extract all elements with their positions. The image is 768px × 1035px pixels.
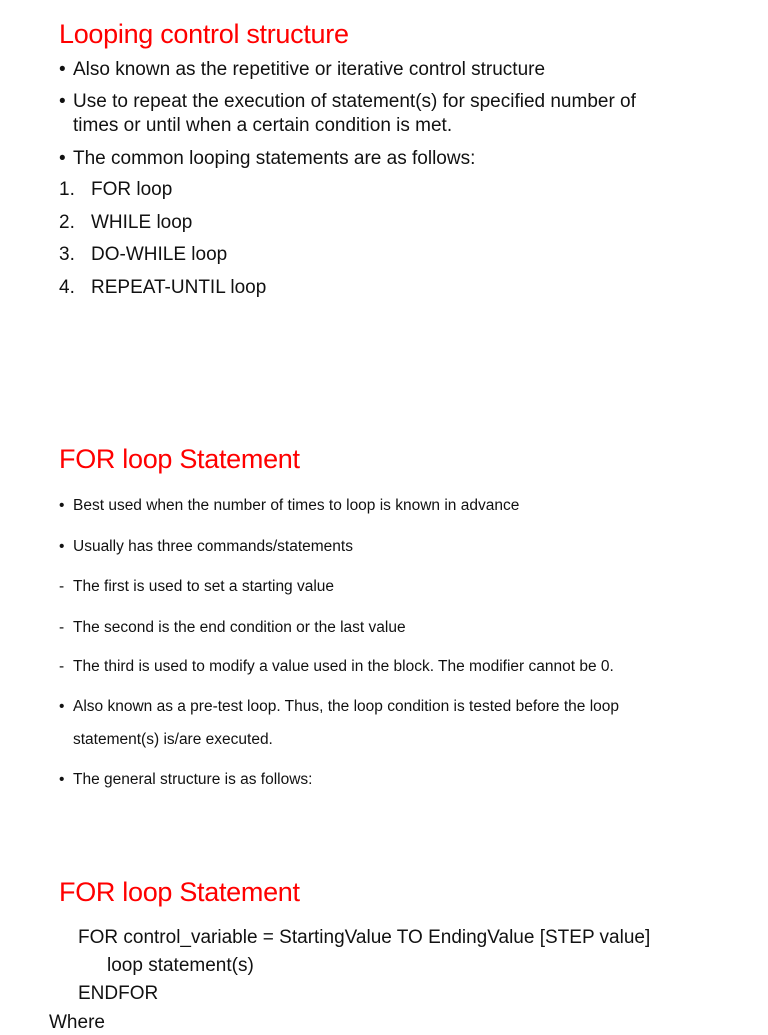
code-line-for: FOR control_variable = StartingValue TO EndingValue [STEP value] xyxy=(78,927,651,948)
list-item-text: REPEAT-UNTIL loop xyxy=(91,277,267,298)
slide1-title: Looping control structure xyxy=(59,19,349,49)
list-number: 2. xyxy=(59,212,75,233)
bullet-text: Use to repeat the execution of statement(s) for specified number of xyxy=(73,91,636,112)
slide2-title: FOR loop Statement xyxy=(59,444,300,474)
numbered-item-4 xyxy=(59,276,266,300)
item-text: Also known as a pre-test loop. Thus, the loop condition is tested before the loop xyxy=(73,698,619,715)
bullet-marker: • xyxy=(59,771,65,788)
bullet-marker: • xyxy=(59,59,66,80)
item-text: The second is the end condition or the last value xyxy=(73,619,406,636)
numbered-item-1 xyxy=(59,178,172,202)
list-number: 1. xyxy=(59,179,75,200)
slide1-bullet-3 xyxy=(59,147,475,171)
list-item-text: DO-WHILE loop xyxy=(91,244,228,265)
bullet-text-continuation: times or until when a certain condition is met. xyxy=(73,115,453,136)
list-number: 3. xyxy=(59,244,75,265)
code-line-endfor: ENDFOR xyxy=(78,983,159,1004)
bullet-marker: • xyxy=(59,538,65,555)
slide2-item-7 xyxy=(59,770,313,790)
numbered-item-3 xyxy=(59,243,227,267)
bullet-marker: • xyxy=(59,497,65,514)
slide3-title: FOR loop Statement xyxy=(59,877,300,907)
dash-marker: - xyxy=(59,658,65,675)
bullet-marker: • xyxy=(59,698,65,715)
item-text: Best used when the number of times to loop is known in advance xyxy=(73,497,520,514)
dash-marker: - xyxy=(59,578,65,595)
slide1-bullet-1 xyxy=(59,58,545,82)
code-line-body: loop statement(s) xyxy=(107,955,254,976)
item-text-continuation: statement(s) is/are executed. xyxy=(73,731,273,748)
slide1-bullet-2 xyxy=(59,90,636,138)
list-number: 4. xyxy=(59,277,75,298)
numbered-item-2 xyxy=(59,211,192,235)
item-text: The general structure is as follows: xyxy=(73,771,313,788)
slide2-item-2 xyxy=(59,537,353,557)
bullet-text: The common looping statements are as follows: xyxy=(73,148,476,169)
bullet-marker: • xyxy=(59,91,66,112)
slide2-item-5 xyxy=(59,657,614,677)
slide2-item-1 xyxy=(59,496,519,516)
code-line-where: Where xyxy=(49,1012,105,1033)
item-text: The first is used to set a starting value xyxy=(73,578,335,595)
bullet-marker: • xyxy=(59,148,66,169)
dash-marker: - xyxy=(59,619,65,636)
list-item-text: WHILE loop xyxy=(91,212,193,233)
slide2-item-3 xyxy=(59,577,334,597)
item-text: Usually has three commands/statements xyxy=(73,538,353,555)
bullet-text: Also known as the repetitive or iterative control structure xyxy=(73,59,546,80)
list-item-text: FOR loop xyxy=(91,179,173,200)
slide2-item-6 xyxy=(59,697,619,750)
item-text: The third is used to modify a value used in the block. The modifier cannot be 0. xyxy=(73,658,614,675)
slide2-item-4 xyxy=(59,618,406,638)
